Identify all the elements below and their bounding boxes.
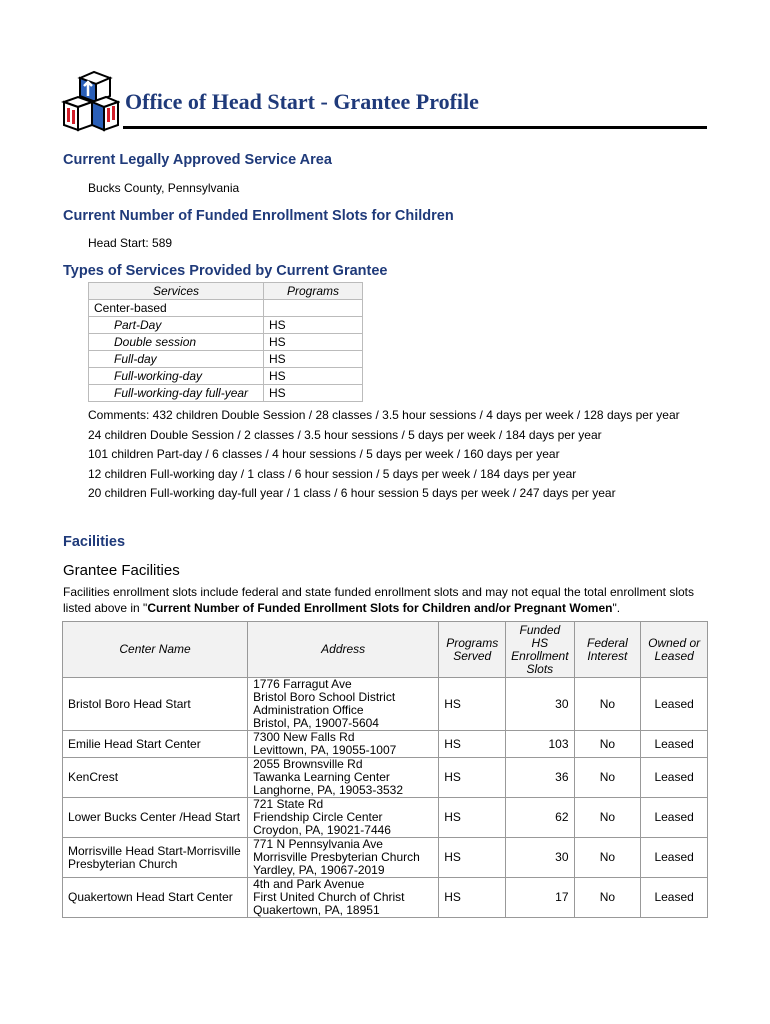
facility-federal-interest: No [574, 731, 641, 758]
grantee-facilities-subheading: Grantee Facilities [63, 562, 180, 579]
facility-programs-served: HS [439, 838, 506, 878]
service-name: Full-working-day full-year [89, 385, 264, 402]
services-row [89, 385, 363, 402]
enrollment-value: Head Start: 589 [88, 236, 173, 250]
facility-programs-served: HS [439, 731, 506, 758]
service-program: HS [264, 317, 363, 334]
facility-center-name: Emilie Head Start Center [63, 731, 248, 758]
facility-owned-leased: Leased [641, 838, 708, 878]
services-row [89, 351, 363, 368]
facilities-note-emphasis: Current Number of Funded Enrollment Slots for Children and/or Pregnant Women [147, 601, 613, 615]
facility-center-name: Lower Bucks Center /Head Start [63, 798, 248, 838]
facility-address-line: 771 N Pennsylvania Ave [253, 837, 383, 851]
owned-leased-header: Owned or Leased [641, 622, 708, 678]
facility-federal-interest: No [574, 878, 641, 918]
facility-programs-served: HS [439, 798, 506, 838]
facility-row [63, 878, 708, 918]
services-row [89, 334, 363, 351]
facility-federal-interest: No [574, 678, 641, 731]
facility-funded-slots: 30 [506, 678, 574, 731]
enrollment-heading: Current Number of Funded Enrollment Slots for Children [63, 208, 454, 224]
facility-address [248, 878, 439, 918]
facility-federal-interest: No [574, 798, 641, 838]
services-row [89, 368, 363, 385]
facility-funded-slots: 36 [506, 758, 574, 798]
facility-address-line: Tawanka Learning Center [253, 770, 390, 784]
facility-row [63, 678, 708, 731]
facility-address-line: Yardley, PA, 19067-2019 [253, 863, 385, 877]
service-program: HS [264, 368, 363, 385]
bottom-left-block-icon [64, 97, 92, 130]
facility-address-line: First United Church of Christ [253, 890, 405, 904]
facility-owned-leased: Leased [641, 758, 708, 798]
facility-owned-leased: Leased [641, 878, 708, 918]
facility-address-line: Bristol, PA, 19007-5604 [253, 716, 379, 730]
facilities-heading: Facilities [63, 534, 126, 550]
facility-row [63, 798, 708, 838]
facility-owned-leased: Leased [641, 731, 708, 758]
facility-owned-leased: Leased [641, 798, 708, 838]
facility-address-line: 4th and Park Avenue [253, 877, 365, 891]
facility-address [248, 731, 439, 758]
page-title: Office of Head Start - Grantee Profile [125, 89, 479, 114]
facility-center-name: Quakertown Head Start Center [63, 878, 248, 918]
facility-funded-slots: 17 [506, 878, 574, 918]
services-group-label: Center-based [89, 300, 264, 317]
facility-address-line: Administration Office [253, 703, 364, 717]
facility-address [248, 678, 439, 731]
comment-line: 20 children Full-working day-full year / 1 class / 6 hour session 5 days per week / 247 days per year [88, 486, 616, 501]
facility-address-line: Morrisville Presbyterian Church [253, 850, 420, 864]
facility-address-line: 1776 Farragut Ave [253, 677, 352, 691]
federal-interest-header: Federal Interest [574, 622, 641, 678]
facility-programs-served: HS [439, 878, 506, 918]
facility-address-line: Levittown, PA, 19055-1007 [253, 743, 397, 757]
facility-address-line: 2055 Brownsville Rd [253, 757, 363, 771]
facility-owned-leased: Leased [641, 678, 708, 731]
facility-center-name: KenCrest [63, 758, 248, 798]
facility-programs-served: HS [439, 758, 506, 798]
comment-line: 24 children Double Session / 2 classes / 3.5 hour sessions / 5 days per week / 184 days per year [88, 427, 602, 442]
facility-federal-interest: No [574, 758, 641, 798]
funded-slots-header: Funded HS Enrollment Slots [506, 622, 574, 678]
facility-address [248, 758, 439, 798]
services-group-row [89, 300, 363, 317]
facility-address-line: Croydon, PA, 19021-7446 [253, 823, 391, 837]
facility-address-line: Bristol Boro School District [253, 690, 396, 704]
facility-row [63, 838, 708, 878]
comment-line: 101 children Part-day / 6 classes / 4 hour sessions / 5 days per week / 160 days per year [88, 447, 560, 462]
center-name-header: Center Name [63, 622, 248, 678]
facility-address-line: Friendship Circle Center [253, 810, 383, 824]
facility-center-name: Morrisville Head Start-Morrisville Presbyterian Church [63, 838, 248, 878]
facility-funded-slots: 62 [506, 798, 574, 838]
services-comments [88, 406, 698, 504]
facility-federal-interest: No [574, 838, 641, 878]
facility-row [63, 758, 708, 798]
title-divider [123, 126, 707, 129]
facility-address-line: 7300 New Falls Rd [253, 730, 355, 744]
bottom-right-block-icon [92, 97, 118, 130]
service-name: Full-working-day [89, 368, 264, 385]
facility-programs-served: HS [439, 678, 506, 731]
service-name: Double session [89, 334, 264, 351]
facility-funded-slots: 30 [506, 838, 574, 878]
head-start-blocks-logo [60, 70, 120, 134]
facility-row [63, 731, 708, 758]
facility-center-name: Bristol Boro Head Start [63, 678, 248, 731]
service-area-heading: Current Legally Approved Service Area [63, 152, 332, 168]
facility-address [248, 838, 439, 878]
facility-address-line: 721 State Rd [253, 797, 324, 811]
services-table [88, 282, 363, 402]
service-name: Full-day [89, 351, 264, 368]
programs-served-header: Programs Served [439, 622, 506, 678]
facility-address-line: Langhorne, PA, 19053-3532 [253, 783, 404, 797]
comment-line: Comments: 432 children Double Session / 28 classes / 3.5 hour sessions / 4 days per week / 128 days per year [88, 408, 680, 422]
facilities-note: Facilities enrollment slots include federal and state funded enrollment slots and may not equal the total enrollment slots listed above in "Current Number of Funded Enrollment Slots for Children and/or Pregnant Women". [63, 585, 695, 615]
services-heading: Types of Services Provided by Current Grantee [63, 263, 388, 279]
facility-address [248, 798, 439, 838]
service-area-value: Bucks County, Pennsylvania [88, 181, 240, 195]
service-name: Part-Day [89, 317, 264, 334]
programs-column-header: Programs [264, 283, 363, 300]
service-program: HS [264, 351, 363, 368]
facility-funded-slots: 103 [506, 731, 574, 758]
service-program: HS [264, 385, 363, 402]
services-row [89, 317, 363, 334]
address-header: Address [248, 622, 439, 678]
service-program: HS [264, 334, 363, 351]
comment-line: 12 children Full-working day / 1 class / 6 hour session / 5 days per week / 184 days per year [88, 466, 577, 481]
facilities-table [62, 621, 708, 918]
services-column-header: Services [89, 283, 264, 300]
facility-address-line: Quakertown, PA, 18951 [253, 903, 380, 917]
